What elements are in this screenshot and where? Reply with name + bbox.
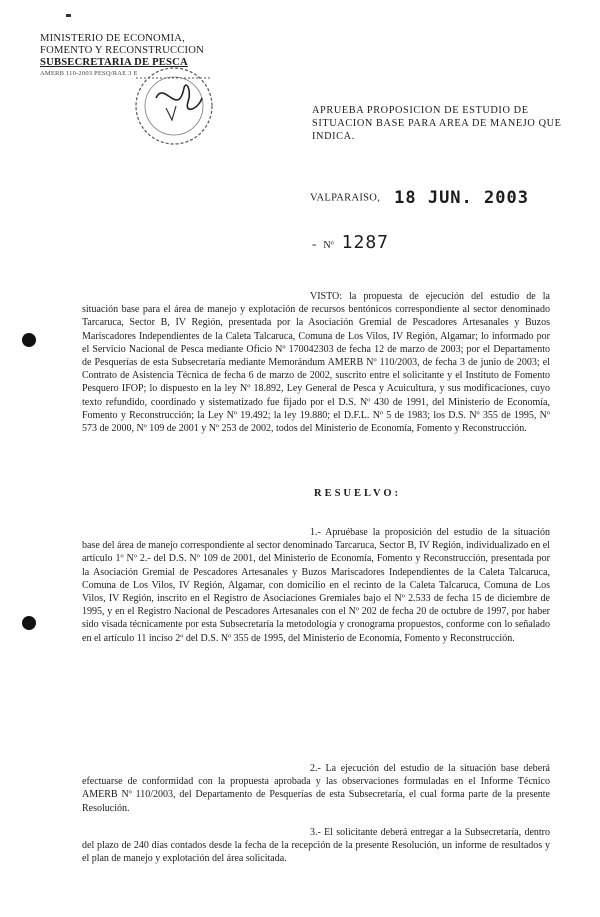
item-2-text: 2.- La ejecución del estudio de la situación base deberá efectuarse de conformidad con la propuesta aprobada y las observaciones formuladas en el Informe Técnico AMERB Nº 110/2003, del Departamento de Pesquerías de esta Subsecretaría, el cual forma parte de la presente Resolución. <box>82 763 550 814</box>
resolution-item-1 <box>82 526 550 645</box>
undersecretariat-line: SUBSECRETARIA DE PESCA <box>40 57 188 68</box>
number-label: Nº <box>323 240 334 251</box>
visto-text: la propuesta de ejecución del estudio de la situación base para el área de manejo y explotación de recursos bentónicos correspondiente al sector denominado Tarcaruca, Sector B, IV Región, presentada por la Asociación Gremial de Pescadores Artesanales y Buzos Mariscadores Independientes de la Caleta Talcaruca, Comuna de Los Vilos, IV Región, Algamar; lo informado por el Servicio Nacional de Pesca mediante Oficio Nº 170042303 de fecha 12 de marzo de 2003; por el Departamento de Pesquerías de esta Subsecretaría mediante Memorándum AMERB Nº 110/2003, de fecha 3 de junio de 2003; el Contrato de Asistencia Técnica de fecha 6 de marzo de 2002, suscrito entre el solicitante y el Instituto de Fomento Pesquero IFOP; lo dispuesto en la ley Nº 18.892, Ley General de Pesca y Acuicultura, y sus modificaciones, cuyo texto refundido, coordinado y sistematizado fue fijado por el D.S. Nº 430 de 1991, del Ministerio de Economía, Fomento y Reconstrucción; la Ley Nº 19.492; la ley 19.880; el D.F.L. Nº 5 de 1983; los D.S. Nº 355 de 1995, Nº 573 de 2000, Nº 109 de 2001 y Nº 253 de 2002, todos del Ministerio de Economía, Fomento y Reconstrucción. <box>82 291 550 435</box>
punch-hole <box>22 333 36 347</box>
visto-paragraph <box>82 290 550 435</box>
resolution-item-2 <box>82 762 550 815</box>
number-value: 1287 <box>341 232 390 253</box>
place: VALPARAISO, <box>310 192 381 204</box>
date-stamp: 18 JUN. 2003 <box>394 188 529 208</box>
item-1-text: 1.- Apruébase la proposición del estudio de la situación base del área de manejo correspondiente al sector denominado Tarcaruca, Sector B, IV Región, individualizado en el artículo 1º Nº 2.- del D.S. Nº 109 de 2001, del Ministerio de Economía, Fomento y Reconstrucción, presentada por la Asociación Gremial de Pescadores Artesanales y Buzos Mariscadores Independientes de la Caleta Talcaruca, Comuna de Los Vilos, IV Región, Algamar, con domicilio en el recinto de la Caleta Talcaruca, Comuna de Los Vilos, IV Región, inscrito en el Registro de Asociaciones Gremiales bajo el Nº 2.533 de fecha 15 de diciembre de 1995, y en el Registro Nacional de Pescadores Artesanales con el Nº 202 de fecha 20 de octubre de 1997, por haber sido visada técnicamente por esta Subsecretaría la metodología y cronograma propuestos, conforme con lo señalado en el artículo 11 inciso 2º del D.S. Nº 355 de 1995, del Ministerio de Economía, Fomento y Reconstrucción. <box>82 527 550 644</box>
item-3-text: 3.- El solicitante deberá entregar a la Subsecretaría, dentro del plazo de 240 días contados desde la fecha de la recepción de la presente Resolución, un informe de resultados y el plan de manejo y explotación del área solicitada. <box>82 827 550 865</box>
number-dash: - <box>312 236 317 251</box>
resolution-number <box>312 232 389 253</box>
scan-mark <box>66 14 71 17</box>
punch-hole <box>22 616 36 630</box>
visto-lead: VISTO: <box>310 291 343 302</box>
resuelvo-heading: RESUELVO: <box>314 488 402 499</box>
resolution-subject: APRUEBA PROPOSICION DE ESTUDIO DE SITUACION BASE PARA AREA DE MANEJO QUE INDICA. <box>312 105 562 142</box>
resolution-item-3 <box>82 826 550 866</box>
ministry-line-1: MINISTERIO DE ECONOMIA, <box>40 33 185 44</box>
place-and-date <box>310 188 529 208</box>
official-seal-signature <box>126 58 222 154</box>
reference-code: AMERB 110-2003 PESQ/RAE 3 E <box>40 70 138 77</box>
ministry-line-2: FOMENTO Y RECONSTRUCCION <box>40 45 204 56</box>
